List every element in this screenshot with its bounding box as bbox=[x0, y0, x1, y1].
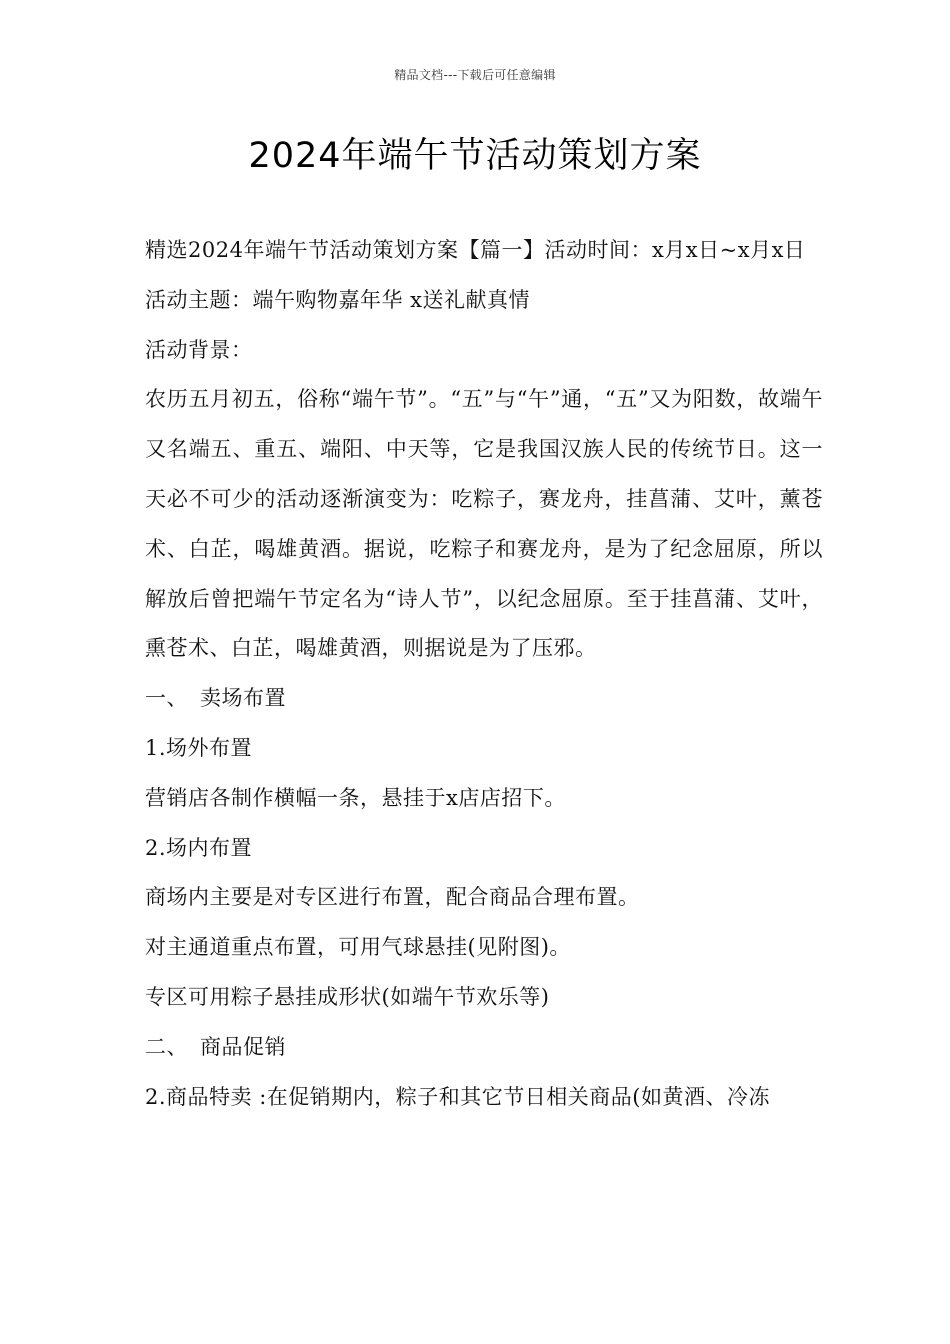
document-body bbox=[145, 226, 823, 1122]
theme-paragraph: 活动主题：端午购物嘉年华 x送礼献真情 bbox=[145, 287, 531, 312]
section-heading-1 bbox=[145, 674, 823, 724]
background-paragraph: 农历五月初五，俗称“端午节”。“五”与“午”通，“五”又为阳数，故端午又名端五、重五、端阳、中天等，它是我国汉族人民的传统节日。这一天必不可少的活动逐渐演变为：吃粽子，赛龙舟，挂菖蒲、艾叶，薰苍术、白芷，喝雄黄酒。据说，吃粽子和赛龙舟，是为了纪念屈原，所以解放后曾把端午节定名为“诗人节”，以纪念屈原。至于挂菖蒲、艾叶，熏苍术、白芷，喝雄黄酒，则据说是为了压邪。 bbox=[145, 387, 823, 661]
subsection-heading-1: 1.场外布置 bbox=[145, 735, 253, 760]
section-number: 二、 bbox=[145, 1034, 188, 1059]
section-heading-2 bbox=[145, 1023, 823, 1073]
intro-paragraph: 精选2024年端午节活动策划方案【篇一】活动时间：x月x日~x月x日 bbox=[145, 238, 806, 262]
subsection-heading-2: 2.场内布置 bbox=[145, 835, 253, 860]
document-title: 2024年端午节活动策划方案 bbox=[248, 136, 702, 176]
page-header: 精品文档---下载后可任意编辑 bbox=[394, 68, 556, 82]
subsection-text: 专区可用粽子悬挂成形状(如端午节欢乐等) bbox=[145, 984, 550, 1009]
promo-paragraph: 2.商品特卖 :在促销期内，粽子和其它节日相关商品(如黄酒、冷冻 bbox=[145, 1084, 770, 1109]
section-number: 一、 bbox=[145, 686, 188, 711]
subsection-text: 营销店各制作横幅一条，悬挂于x店店招下。 bbox=[145, 785, 566, 810]
subsection-text: 对主通道重点布置，可用气球悬挂(见附图)。 bbox=[145, 935, 571, 960]
section-title: 卖场布置 bbox=[200, 686, 286, 711]
section-title: 商品促销 bbox=[200, 1034, 286, 1059]
background-label: 活动背景： bbox=[145, 337, 253, 362]
subsection-text: 商场内主要是对专区进行布置，配合商品合理布置。 bbox=[145, 885, 640, 910]
